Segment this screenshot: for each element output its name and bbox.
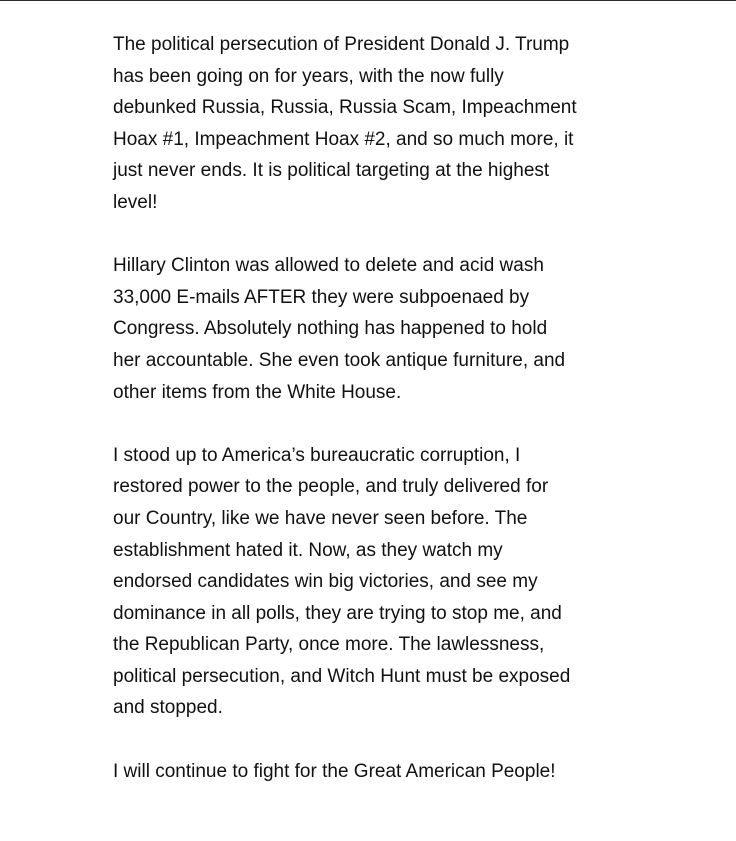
text-line: and stopped.: [113, 697, 223, 719]
text-line: other items from the White House.: [113, 381, 402, 403]
statement-body: [113, 29, 613, 819]
text-line: our Country, like we have never seen before. The: [113, 507, 528, 529]
text-line: has been going on for years, with the now fully: [113, 65, 504, 87]
text-line: just never ends. It is political targeting at the highest: [113, 160, 550, 182]
text-line: 33,000 E-mails AFTER they were subpoenaed by: [113, 286, 530, 308]
text-line: I will continue to fight for the Great American People!: [113, 760, 556, 782]
text-line: debunked Russia, Russia, Russia Scam, Impeachment: [113, 97, 577, 119]
paragraph-1: [113, 29, 613, 219]
paragraph-2: [113, 250, 613, 408]
text-line: The political persecution of President Donald J. Trump: [113, 34, 570, 55]
text-line: the Republican Party, once more. The lawlessness,: [113, 634, 545, 656]
text-line: Hillary Clinton was allowed to delete and acid wash: [113, 255, 544, 277]
text-line: dominance in all polls, they are trying to stop me, and: [113, 602, 562, 624]
text-line: her accountable. She even took antique furniture, and: [113, 349, 566, 371]
text-line: Congress. Absolutely nothing has happened to hold: [113, 318, 548, 340]
paragraph-3: [113, 440, 613, 724]
text-line: establishment hated it. Now, as they watch my: [113, 539, 503, 561]
text-line: endorsed candidates win big victories, and see my: [113, 571, 538, 593]
paragraph-4: [113, 756, 613, 788]
text-line: Hoax #1, Impeachment Hoax #2, and so much more, it: [113, 128, 574, 150]
text-line: I stood up to America’s bureaucratic corruption, I: [113, 444, 521, 466]
text-line: restored power to the people, and truly delivered for: [113, 476, 549, 498]
text-line: political persecution, and Witch Hunt must be exposed: [113, 665, 571, 687]
text-line: level!: [113, 191, 158, 213]
